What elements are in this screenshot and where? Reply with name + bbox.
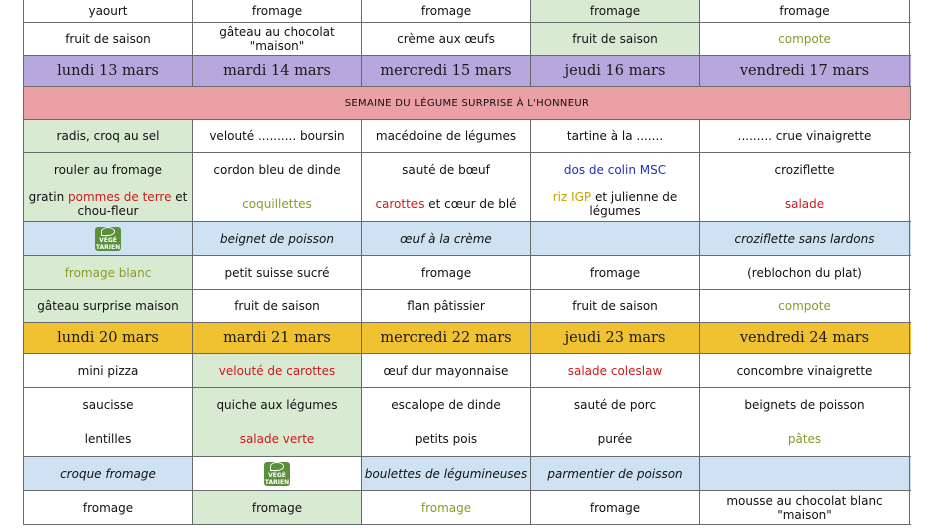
menu-cell: beignet de poisson <box>193 222 362 255</box>
day-header: mardi 21 mars <box>193 323 362 353</box>
menu-cell: compote <box>700 290 910 322</box>
menu-cell: sauté de porc <box>531 388 700 421</box>
menu-cell: quiche aux légumes <box>193 388 362 421</box>
menu-cell: croziflette sans lardons <box>700 222 910 255</box>
menu-cell: yaourt <box>23 0 193 22</box>
table-row <box>23 354 911 388</box>
menu-cell: croque fromage <box>23 457 193 490</box>
day-header: vendredi 17 mars <box>700 56 910 86</box>
menu-cell: gâteau au chocolat "maison" <box>193 23 362 55</box>
menu-cell: fromage <box>193 491 362 524</box>
menu-cell: cordon bleu de dinde <box>193 153 362 186</box>
menu-cell: saucisse <box>23 388 193 421</box>
table-row <box>23 388 911 421</box>
menu-cell: fruit de saison <box>193 290 362 322</box>
table-row <box>23 153 911 186</box>
day-header-row <box>23 56 911 87</box>
day-header: lundi 13 mars <box>23 56 193 86</box>
menu-cell: petits pois <box>362 421 531 456</box>
side-text: et julienne de légumes <box>589 189 678 218</box>
menu-cell: sauté de bœuf <box>362 153 531 186</box>
menu-cell: œuf à la crème <box>362 222 531 255</box>
menu-cell: dos de colin MSC <box>531 153 700 186</box>
menu-cell: ......... crue vinaigrette <box>700 120 910 152</box>
table-row <box>23 457 911 491</box>
menu-cell: lentilles <box>23 421 193 456</box>
menu-cell: mousse au chocolat blanc "maison" <box>700 491 910 524</box>
menu-cell: fruit de saison <box>23 23 193 55</box>
side-text-highlight: riz IGP <box>552 189 592 204</box>
menu-cell: gâteau surprise maison <box>23 290 193 322</box>
theme-banner <box>23 87 911 120</box>
day-header: mercredi 22 mars <box>362 323 531 353</box>
menu-cell <box>23 186 193 221</box>
menu-cell: radis, croq au sel <box>23 120 193 152</box>
menu-cell: petit suisse sucré <box>193 256 362 289</box>
menu-cell: mini pizza <box>23 354 193 387</box>
menu-cell <box>531 186 700 221</box>
menu-cell: fromage <box>23 491 193 524</box>
menu-cell: fromage blanc <box>23 256 193 289</box>
side-text-highlight: carottes <box>375 196 425 211</box>
table-row <box>23 0 911 23</box>
day-header: mardi 14 mars <box>193 56 362 86</box>
menu-cell: purée <box>531 421 700 456</box>
menu-cell: velouté de carottes <box>193 354 362 387</box>
day-header-row <box>23 323 911 354</box>
table-row <box>23 421 911 457</box>
day-header: vendredi 24 mars <box>700 323 910 353</box>
menu-cell: velouté .......... boursin <box>193 120 362 152</box>
menu-cell: fromage <box>700 0 910 22</box>
menu-cell: salade verte <box>193 421 362 456</box>
side-text-highlight: pommes de terre <box>68 189 172 204</box>
table-row <box>23 186 911 222</box>
menu-cell: fruit de saison <box>531 290 700 322</box>
theme-banner-text: SEMAINE DU LÉGUME SURPRISE À L'HONNEUR <box>344 97 590 109</box>
menu-cell <box>23 222 193 255</box>
menu-cell: macédoine de légumes <box>362 120 531 152</box>
menu-cell: rouler au fromage <box>23 153 193 186</box>
side-text: et chou-fleur <box>77 189 188 218</box>
menu-cell: escalope de dinde <box>362 388 531 421</box>
table-row <box>23 256 911 290</box>
menu-cell: fromage <box>362 0 531 22</box>
menu-cell <box>531 222 700 255</box>
menu-cell: fruit de saison <box>531 23 700 55</box>
menu-cell: fromage <box>362 491 531 524</box>
vegetarian-logo: VÉGÉ TARIEN <box>264 462 290 486</box>
menu-cell: œuf dur mayonnaise <box>362 354 531 387</box>
day-header: mercredi 15 mars <box>362 56 531 86</box>
side-text: et cœur de blé <box>424 196 517 211</box>
menu-cell <box>700 457 910 490</box>
menu-cell: salade coleslaw <box>531 354 700 387</box>
menu-cell <box>193 457 362 490</box>
menu-cell: fromage <box>193 0 362 22</box>
vegetarian-logo: VÉGÉ TARIEN <box>95 227 121 251</box>
table-row <box>23 491 911 525</box>
menu-cell: fromage <box>531 0 700 22</box>
menu-cell: fromage <box>531 256 700 289</box>
menu-cell <box>362 186 531 221</box>
menu-cell: fromage <box>362 256 531 289</box>
menu-cell: salade <box>700 186 910 221</box>
day-header: lundi 20 mars <box>23 323 193 353</box>
menu-cell: compote <box>700 23 910 55</box>
table-row <box>23 222 911 256</box>
menu-cell: flan pâtissier <box>362 290 531 322</box>
menu-cell: croziflette <box>700 153 910 186</box>
menu-cell: pâtes <box>700 421 910 456</box>
menu-cell: beignets de poisson <box>700 388 910 421</box>
menu-cell: parmentier de poisson <box>531 457 700 490</box>
menu-cell: fromage <box>531 491 700 524</box>
menu-table <box>23 0 911 525</box>
menu-cell: concombre vinaigrette <box>700 354 910 387</box>
day-header: jeudi 16 mars <box>531 56 700 86</box>
menu-cell: (reblochon du plat) <box>700 256 910 289</box>
menu-cell: crème aux œufs <box>362 23 531 55</box>
menu-cell: tartine à la ....... <box>531 120 700 152</box>
day-header: jeudi 23 mars <box>531 323 700 353</box>
table-row <box>23 120 911 153</box>
side-text: gratin <box>28 189 68 204</box>
menu-cell: coquillettes <box>193 186 362 221</box>
table-row <box>23 290 911 323</box>
menu-cell: boulettes de légumineuses <box>362 457 531 490</box>
table-row <box>23 23 911 56</box>
